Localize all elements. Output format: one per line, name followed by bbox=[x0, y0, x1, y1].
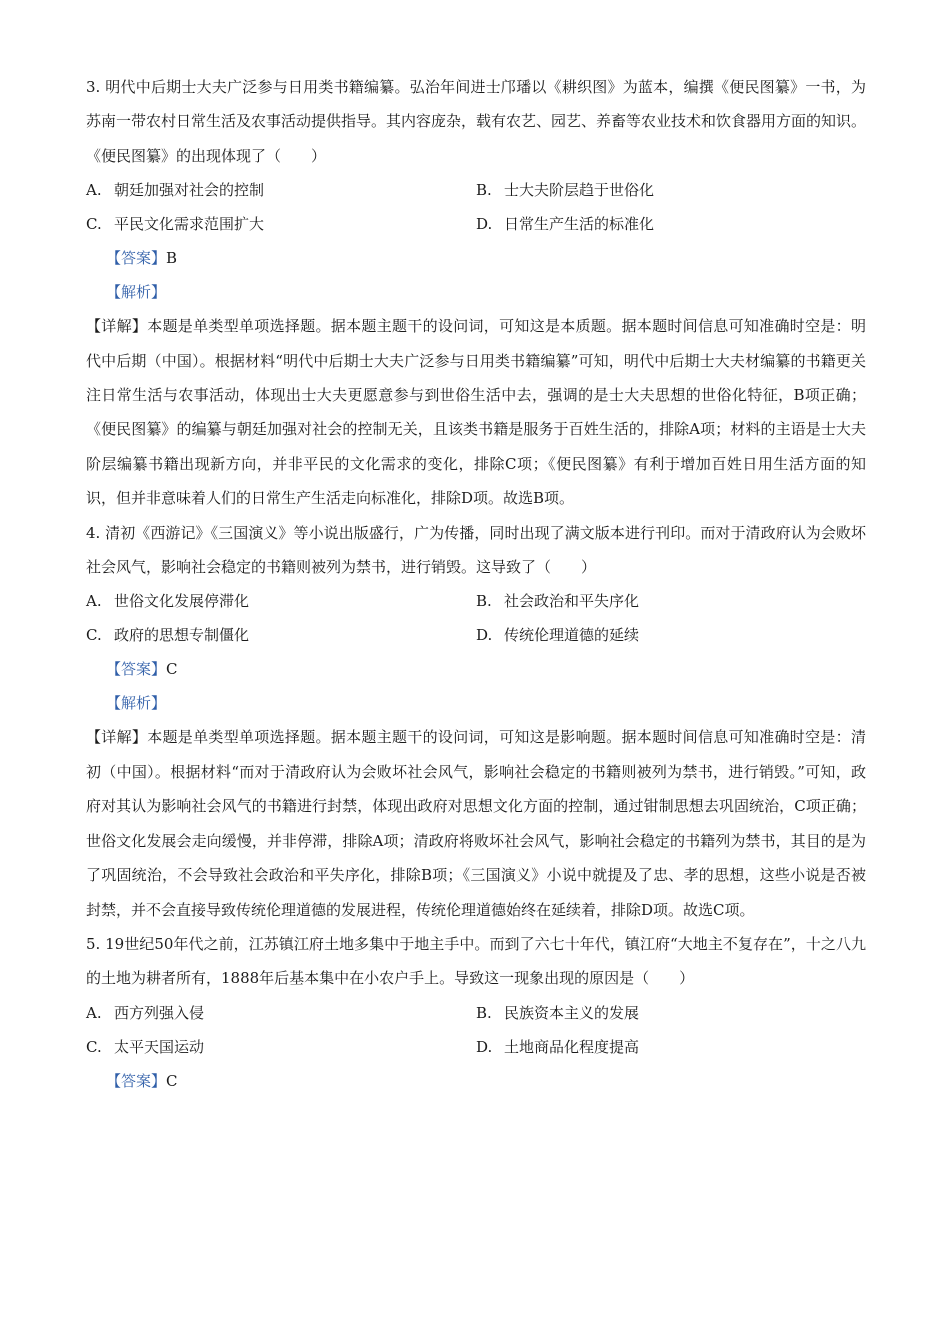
option-b bbox=[476, 584, 866, 618]
option-text: 世俗文化发展停滞化 bbox=[114, 592, 250, 611]
option-text: 传统伦理道德的延续 bbox=[504, 626, 640, 645]
option-a bbox=[86, 173, 476, 207]
options-row bbox=[86, 618, 866, 652]
option-text: 朝廷加强对社会的控制 bbox=[114, 181, 265, 200]
option-text: 政府的思想专制僵化 bbox=[114, 626, 250, 645]
option-text: 土地商品化程度提高 bbox=[504, 1037, 640, 1056]
option-text: 社会政治和平失序化 bbox=[504, 592, 640, 611]
question-4 bbox=[86, 516, 866, 927]
options-row bbox=[86, 584, 866, 618]
option-letter: D. bbox=[476, 215, 493, 234]
option-text: 平民文化需求范围扩大 bbox=[114, 215, 265, 234]
question-stem: 4. 清初《西游记》《三国演义》等小说出版盛行，广为传播，同时出现了满文版本进行刊印。而对于清政府认为会败坏社会风气，影响社会稳定的书籍则被列为禁书，进行销毁。这导致了（ ） bbox=[86, 523, 866, 577]
answer-value: B bbox=[166, 249, 178, 268]
answer-label: 【答案】 bbox=[106, 249, 167, 268]
option-letter: B. bbox=[476, 1003, 492, 1022]
detail-text: 本题是单类型单项选择题。据本题主题干的设问词，可知这是本质题。据本题时间信息可知准确时空是：明代中后期（中国）。根据材料“明代中后期士大夫广泛参与日用类书籍编纂”可知，明代中后期士大夫材编纂的书籍更关注日常生活与农事活动，体现出士大夫更愿意参与到世俗生活中去，强调的是士大夫思想的世俗化特征，B项正确；《便民图纂》的编纂与朝廷加强对社会的控制无关，且该类书籍是服务于百姓生活的，排除A项；材料的主语是士大夫阶层编纂书籍出现新方向，并非平民的文化需求的变化，排除C项；《便民图纂》有利于增加百姓日用生活方面的知识，但并非意味着人们的日常生产生活走向标准化，排除D项。故选B项。 bbox=[86, 317, 866, 508]
option-letter: C. bbox=[86, 215, 102, 234]
answer-value: C bbox=[166, 1071, 178, 1090]
answer-line bbox=[86, 652, 866, 686]
option-d bbox=[476, 207, 866, 241]
answer-value: C bbox=[166, 660, 178, 679]
option-b bbox=[476, 173, 866, 207]
option-letter: B. bbox=[476, 181, 492, 200]
option-c bbox=[86, 207, 476, 241]
detail-paragraph bbox=[86, 309, 866, 515]
option-c bbox=[86, 618, 476, 652]
question-5 bbox=[86, 927, 866, 1098]
option-text: 西方列强入侵 bbox=[114, 1003, 205, 1022]
question-stem: 3. 明代中后期士大夫广泛参与日用类书籍编纂。弘治年间进士邝璠以《耕织图》为蓝本，编撰《便民图纂》一书，为苏南一带农村日常生活及农事活动提供指导。其内容庞杂，载有农艺、园艺、养畜等农业技术和饮食器用方面的知识。《便民图纂》的出现体现了（ ） bbox=[86, 78, 867, 165]
option-a bbox=[86, 584, 476, 618]
option-letter: D. bbox=[476, 626, 493, 645]
option-text: 太平天国运动 bbox=[114, 1037, 205, 1056]
question-3 bbox=[86, 70, 866, 516]
option-letter: B. bbox=[476, 592, 492, 611]
answer-label: 【答案】 bbox=[106, 660, 167, 679]
answer-line bbox=[86, 1064, 866, 1098]
answer-label: 【答案】 bbox=[106, 1071, 167, 1090]
document-page bbox=[86, 70, 866, 1098]
answer-line bbox=[86, 241, 866, 275]
option-text: 民族资本主义的发展 bbox=[504, 1003, 640, 1022]
option-letter: A. bbox=[86, 592, 102, 611]
options-row bbox=[86, 996, 866, 1030]
options-row bbox=[86, 173, 866, 207]
detail-text: 本题是单类型单项选择题。据本题主题干的设问词，可知这是影响题。据本题时间信息可知准确时空是：清初（中国）。根据材料“而对于清政府认为会败坏社会风气，影响社会稳定的书籍则被列为禁书，进行销毁。”可知，政府对其认为影响社会风气的书籍进行封禁，体现出政府对思想文化方面的控制，通过钳制思想去巩固统治，C项正确；世俗文化发展会走向缓慢，并非停滞，排除A项；清政府将败坏社会风气，影响社会稳定的书籍列为禁书，其目的是为了巩固统治，不会导致社会政治和平失序化，排除B项；《三国演义》小说中就提及了忠、孝的思想，这些小说是否被封禁，并不会直接导致传统伦理道德的发展进程，传统伦理道德始终在延续着，排除D项。故选C项。 bbox=[86, 728, 866, 919]
analysis-label: 【解析】 bbox=[106, 694, 167, 713]
detail-label: 【详解】 bbox=[86, 317, 148, 336]
detail-paragraph bbox=[86, 720, 866, 926]
option-b bbox=[476, 996, 866, 1030]
option-d bbox=[476, 1030, 866, 1064]
option-a bbox=[86, 996, 476, 1030]
option-letter: C. bbox=[86, 1037, 102, 1056]
detail-label: 【详解】 bbox=[86, 728, 148, 747]
option-letter: D. bbox=[476, 1037, 493, 1056]
options-row bbox=[86, 1030, 866, 1064]
option-letter: A. bbox=[86, 181, 102, 200]
option-text: 日常生产生活的标准化 bbox=[504, 215, 655, 234]
analysis-label: 【解析】 bbox=[106, 283, 167, 302]
option-d bbox=[476, 618, 866, 652]
option-c bbox=[86, 1030, 476, 1064]
options-row bbox=[86, 207, 866, 241]
question-stem: 5. 19世纪50年代之前，江苏镇江府土地多集中于地主手中。而到了六七十年代，镇江府“大地主不复存在”，十之八九的土地为耕者所有，1888年后基本集中在小农户手上。导致这一现象出现的原因是（ ） bbox=[86, 934, 866, 988]
option-letter: A. bbox=[86, 1003, 102, 1022]
option-letter: C. bbox=[86, 626, 102, 645]
option-text: 士大夫阶层趋于世俗化 bbox=[504, 181, 655, 200]
